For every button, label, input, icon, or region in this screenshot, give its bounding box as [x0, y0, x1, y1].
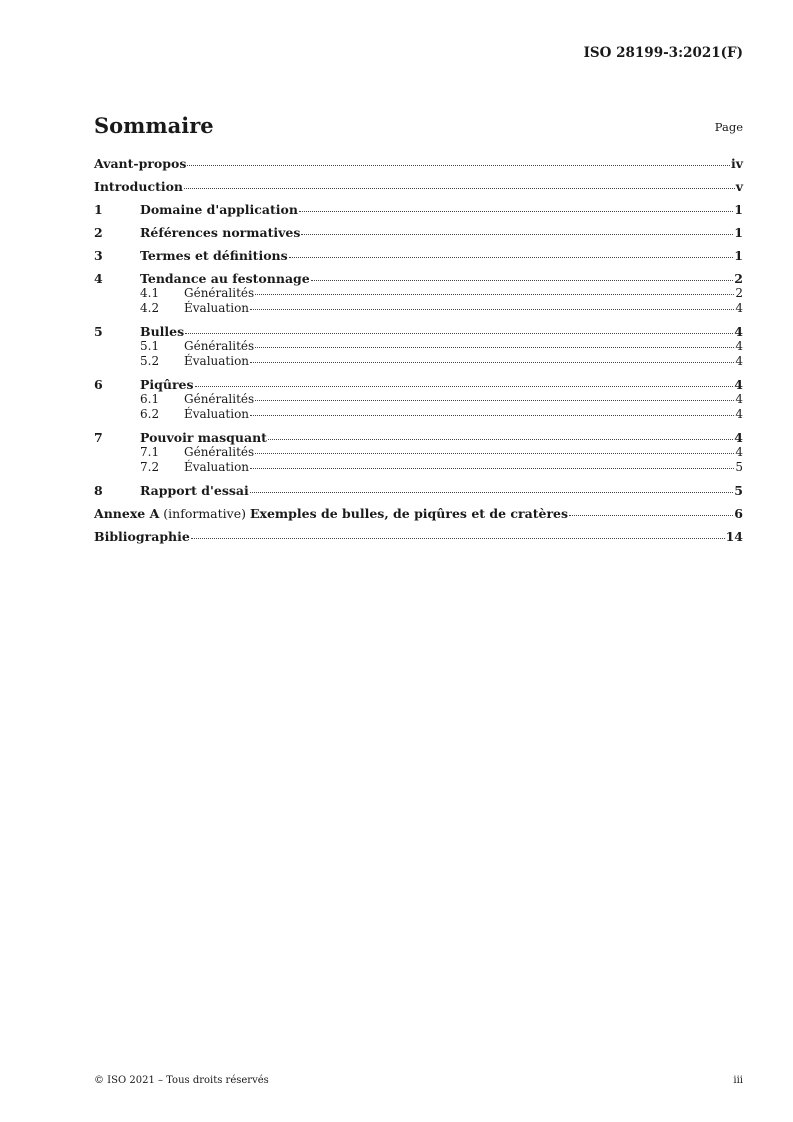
toc-dot-leader	[187, 165, 730, 166]
toc-title: Sommaire	[94, 113, 214, 138]
toc-dot-leader	[255, 400, 734, 401]
toc-dot-leader	[569, 515, 733, 516]
toc-entry-label: Évaluation	[184, 301, 250, 315]
toc-entry-label: Introduction	[94, 179, 184, 194]
toc-entry-label: Évaluation	[184, 407, 250, 421]
document-reference: ISO 28199-3:2021(F)	[583, 45, 743, 61]
toc-entry-number: 7	[94, 430, 103, 445]
toc-entry-s3[interactable]	[94, 248, 743, 263]
toc-entry-number: 6.2	[140, 407, 160, 421]
toc-entry-number: 4.2	[140, 301, 160, 315]
toc-entry-page: 4	[734, 324, 743, 339]
toc-entry-label: Rapport d'essai	[140, 483, 249, 498]
toc-entry-label: Bulles	[140, 324, 185, 339]
toc-entry-label-part: (informative)	[159, 506, 250, 521]
toc-dot-leader	[191, 538, 725, 539]
toc-dot-leader	[301, 234, 733, 235]
toc-entry-s4[interactable]	[94, 271, 743, 286]
toc-entry-page: 5	[734, 483, 743, 498]
toc-entry-number: 1	[94, 202, 103, 217]
toc-entry-s7[interactable]	[94, 430, 743, 445]
toc-entry-label	[94, 506, 568, 521]
toc-dot-leader	[250, 309, 734, 310]
toc-entry-page: 4	[735, 301, 743, 315]
toc-dot-leader	[250, 362, 734, 363]
toc-entry-page: 4	[735, 445, 743, 459]
toc-entry-label: Généralités	[184, 286, 255, 300]
toc-entry-number: 4.1	[140, 286, 160, 300]
toc-entry-s7-2[interactable]	[94, 460, 743, 475]
toc-entry-page: 4	[735, 392, 743, 406]
toc-entry-number: 4	[94, 271, 103, 286]
toc-entry-number: 7.2	[140, 460, 160, 474]
toc-dot-leader	[184, 188, 735, 189]
toc-entry-label: Évaluation	[184, 354, 250, 368]
toc-entry-bibliographie[interactable]	[94, 529, 743, 544]
toc-entry-label-part: Exemples de bulles, de piqûres et de cratères	[249, 506, 569, 521]
toc-entry-label: Bibliographie	[94, 529, 190, 544]
toc-entry-number: 5	[94, 324, 103, 339]
toc-entry-label: Piqûres	[140, 377, 194, 392]
toc-page-column-label: Page	[714, 120, 743, 134]
toc-entry-label: Généralités	[184, 339, 255, 353]
toc-dot-leader	[250, 492, 734, 493]
toc-entry-page: 4	[735, 354, 743, 368]
toc-dot-leader	[255, 294, 734, 295]
toc-entry-s5[interactable]	[94, 324, 743, 339]
toc-entry-label: Avant-propos	[94, 156, 187, 171]
toc-entry-page: 5	[735, 460, 743, 474]
toc-entry-label: Généralités	[184, 392, 255, 406]
toc-entry-label: Tendance au festonnage	[140, 271, 310, 286]
toc-entry-number: 6	[94, 377, 103, 392]
toc-dot-leader	[299, 211, 733, 212]
toc-entry-number: 5.2	[140, 354, 160, 368]
toc-entry-s1[interactable]	[94, 202, 743, 217]
toc-entry-s6[interactable]	[94, 377, 743, 392]
toc-entry-s2[interactable]	[94, 225, 743, 240]
toc-dot-leader	[311, 280, 734, 281]
table-of-contents	[94, 156, 743, 544]
toc-entry-s4-2[interactable]	[94, 301, 743, 316]
toc-entry-page: 14	[725, 529, 743, 544]
toc-entry-s5-2[interactable]	[94, 354, 743, 369]
footer-copyright: © ISO 2021 – Tous droits réservés	[94, 1075, 269, 1086]
toc-entry-s4-1[interactable]	[94, 286, 743, 301]
toc-entry-label: Domaine d'application	[140, 202, 298, 217]
toc-entry-label: Généralités	[184, 445, 255, 459]
toc-entry-s6-2[interactable]	[94, 407, 743, 422]
toc-entry-number: 3	[94, 248, 103, 263]
toc-entry-label: Références normatives	[140, 225, 301, 240]
toc-entry-page: 2	[734, 271, 743, 286]
toc-entry-label: Pouvoir masquant	[140, 430, 267, 445]
toc-entry-page: v	[735, 179, 743, 194]
toc-entry-label: Termes et définitions	[140, 248, 288, 263]
toc-dot-leader	[255, 347, 734, 348]
toc-entry-number: 8	[94, 483, 103, 498]
toc-dot-leader	[289, 257, 734, 258]
toc-entry-number: 2	[94, 225, 103, 240]
toc-entry-label: Évaluation	[184, 460, 250, 474]
toc-entry-page: 4	[734, 430, 743, 445]
toc-entry-avant-propos[interactable]	[94, 156, 743, 171]
toc-entry-introduction[interactable]	[94, 179, 743, 194]
toc-dot-leader	[195, 386, 734, 387]
toc-entry-page: 4	[735, 407, 743, 421]
toc-entry-page: 4	[735, 339, 743, 353]
toc-entry-number: 6.1	[140, 392, 160, 406]
toc-entry-page: iv	[730, 156, 743, 171]
toc-dot-leader	[255, 453, 734, 454]
toc-entry-s7-1[interactable]	[94, 445, 743, 460]
toc-entry-page: 2	[735, 286, 743, 300]
toc-dot-leader	[250, 468, 734, 469]
toc-dot-leader	[185, 333, 733, 334]
toc-entry-s8[interactable]	[94, 483, 743, 498]
toc-entry-page: 4	[734, 377, 743, 392]
toc-entry-annexe-a[interactable]	[94, 506, 743, 521]
toc-header	[94, 113, 743, 139]
toc-entry-page: 6	[734, 506, 743, 521]
toc-entry-number: 7.1	[140, 445, 160, 459]
footer-page-number: iii	[733, 1075, 743, 1086]
toc-entry-page: 1	[734, 225, 743, 240]
toc-entry-s5-1[interactable]	[94, 339, 743, 354]
toc-entry-s6-1[interactable]	[94, 392, 743, 407]
toc-entry-number: 5.1	[140, 339, 160, 353]
toc-dot-leader	[268, 439, 733, 440]
toc-entry-page: 1	[734, 202, 743, 217]
toc-entry-page: 1	[734, 248, 743, 263]
toc-entry-label-part: Annexe A	[94, 506, 160, 521]
toc-dot-leader	[250, 415, 734, 416]
